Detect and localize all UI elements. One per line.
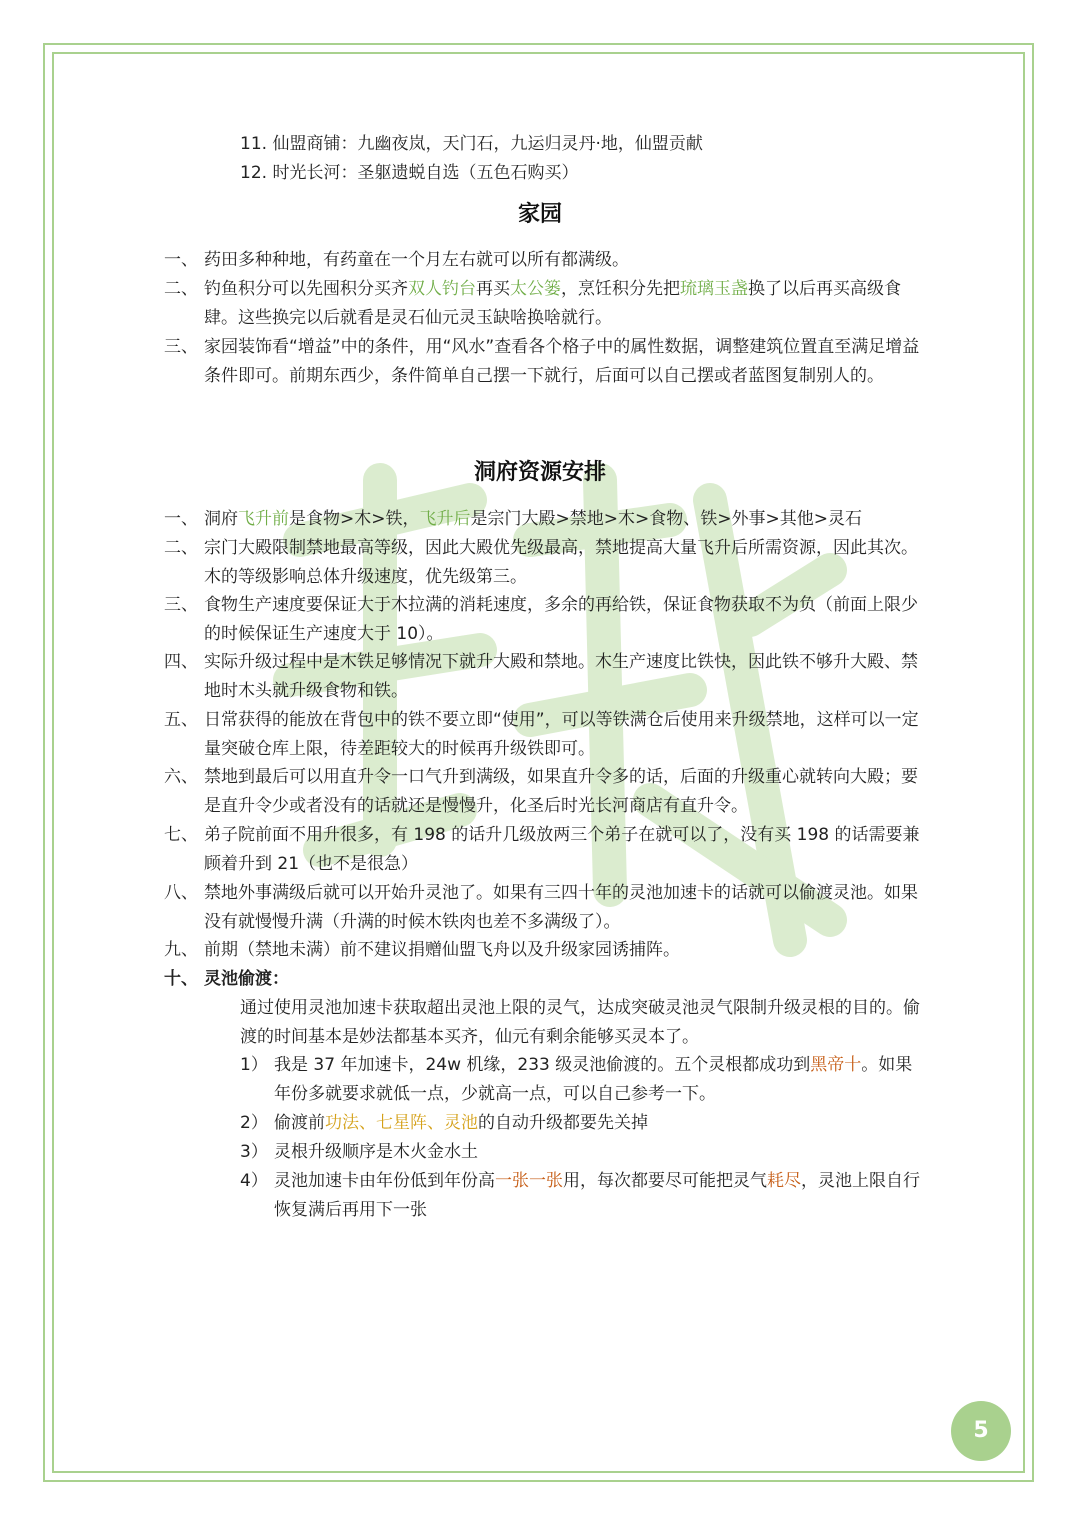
item-number: 三、 <box>164 595 198 615</box>
item-number: 二、 <box>164 279 198 299</box>
item-number: 七、 <box>164 825 198 845</box>
text-segment: 。如果年份多就要求就低一点，少就高一点，可以自己参考一下。 <box>274 1055 913 1104</box>
sub-list-item <box>240 1167 920 1225</box>
text-segment: 实际升级过程中是木铁足够情况下就升大殿和禁地。木生产速度比铁快，因此铁不够升大殿、禁地时木头就升级食物和铁。 <box>204 652 918 701</box>
text-segment: 是宗门大殿>禁地>木>食物、铁>外事>其他>灵石 <box>470 509 862 529</box>
highlighted-text: 飞升后 <box>419 509 471 529</box>
item-text <box>204 591 924 649</box>
item-number: 八、 <box>164 883 198 903</box>
item-text <box>274 1138 920 1167</box>
item-number: 九、 <box>164 940 198 960</box>
item-number: 4） <box>240 1171 268 1191</box>
sub-list-item <box>240 1138 920 1167</box>
item-title: 灵池偷渡： <box>204 969 289 989</box>
item-text <box>204 879 924 937</box>
list-item <box>164 821 924 879</box>
highlighted-text: 飞升前 <box>238 509 289 529</box>
highlighted-text: 太公篓 <box>510 279 561 299</box>
item-number: 三、 <box>164 337 198 357</box>
item-text <box>204 333 924 391</box>
text-segment: 是食物>木>铁， <box>289 509 420 529</box>
item-text <box>204 534 924 592</box>
list-item <box>164 648 924 706</box>
text-segment: 食物生产速度要保证大于木拉满的消耗速度，多余的再给铁，保证食物获取不为负（前面上限少的时候保证生产速度大于 10）。 <box>204 595 918 644</box>
top-list-item <box>240 159 578 188</box>
text-segment: 洞府 <box>204 509 238 529</box>
list-item <box>164 275 924 333</box>
text-segment: 弟子院前面不用升很多，有 198 的话升几级放两三个弟子在就可以了，没有买 198 的话需要兼顾着升到 21（也不是很急） <box>204 825 920 874</box>
text-segment: 用，每次都要尽可能把灵气 <box>563 1171 767 1191</box>
highlighted-text: 耗尽 <box>767 1171 801 1191</box>
list-item <box>164 706 924 764</box>
top-list-item <box>240 130 703 159</box>
section-heading: 洞府资源安排 <box>473 460 606 485</box>
text-segment: 家园装饰看“增益”中的条件，用“风水”查看各个格子中的属性数据，调整建筑位置直至满足增益条件即可。前期东西少，条件简单自己摆一下就行，后面可以自己摆或者蓝图复制别人的。 <box>204 337 920 386</box>
item-text <box>204 706 924 764</box>
page-number-badge: 5 <box>951 1401 1011 1461</box>
text-segment: 日常获得的能放在背包中的铁不要立即“使用”，可以等铁满仓后使用来升级禁地，这样可以一定量突破仓库上限，待差距较大的时候再升级铁即可。 <box>204 710 919 759</box>
sub-list-item <box>240 1109 920 1138</box>
item-text <box>204 936 924 965</box>
item-number: 一、 <box>164 250 198 270</box>
item-number: 12. <box>240 163 268 183</box>
text-segment: 禁地外事满级后就可以开始升灵池了。如果有三四十年的灵池加速卡的话就可以偷渡灵池。如果没有就慢慢升满（升满的时候木铁肉也差不多满级了）。 <box>204 883 918 932</box>
highlighted-text: 双人钓台 <box>408 279 476 299</box>
text-segment: 我是 37 年加速卡，24w 机缘，233 级灵池偷渡的。五个灵根都成功到 <box>274 1055 811 1075</box>
text-segment: 禁地到最后可以用直升令一口气升到满级，如果直升令多的话，后面的升级重心就转向大殿；要是直升令少或者没有的话就还是慢慢升，化圣后时光长河商店有直升令。 <box>204 767 918 816</box>
text-segment: 再买 <box>476 279 510 299</box>
sub-list-item <box>240 1051 920 1109</box>
item-text <box>274 1051 920 1109</box>
item-number: 五、 <box>164 710 198 730</box>
item-text <box>204 648 924 706</box>
item-text <box>204 505 924 534</box>
text-segment: 的自动升级都要先关掉 <box>478 1113 648 1133</box>
item-text: 时光长河：圣躯遗蜕自选（五色石购买） <box>272 163 579 183</box>
item-number: 1） <box>240 1055 268 1075</box>
item-text: 仙盟商铺：九幽夜岚，天门石，九运归灵丹·地，仙盟贡献 <box>272 134 703 154</box>
text-segment: 换了以后再买高级食肆。这些换完以后就看是灵石仙元灵玉缺啥换啥就行。 <box>204 279 901 328</box>
list-item <box>164 534 924 592</box>
item-number: 11. <box>240 134 268 154</box>
highlighted-text: 一张一张 <box>495 1171 563 1191</box>
text-segment: ，灵池上限自行恢复满后再用下一张 <box>274 1171 920 1220</box>
highlighted-text: 黑帝十 <box>810 1055 862 1075</box>
list-item <box>164 936 924 965</box>
item-number: 一、 <box>164 509 198 529</box>
item-text <box>204 246 924 275</box>
text-segment: ，烹饪积分先把 <box>561 279 680 299</box>
text-segment: 钓鱼积分可以先囤积分买齐 <box>204 279 408 299</box>
list-item <box>164 505 924 534</box>
text-segment: 药田多种种地，有药童在一个月左右就可以所有都满级。 <box>204 250 629 270</box>
item-number: 十、 <box>164 969 198 989</box>
item-text <box>204 763 924 821</box>
item-number: 2） <box>240 1113 268 1133</box>
item-text <box>204 275 924 333</box>
item-text <box>274 1109 920 1138</box>
list-item <box>164 246 924 275</box>
item-number: 四、 <box>164 652 198 672</box>
item-text <box>274 1167 920 1225</box>
text-segment: 宗门大殿限制禁地最高等级，因此大殿优先级最高，禁地提高大量飞升后所需资源，因此其次。木的等级影响总体升级速度，优先级第三。 <box>204 538 918 587</box>
highlighted-text: 功法、七星阵、灵池 <box>325 1113 478 1133</box>
item-number: 二、 <box>164 538 198 558</box>
item-text <box>204 821 924 879</box>
text-segment: 前期（禁地未满）前不建议捐赠仙盟飞舟以及升级家园诱捕阵。 <box>204 940 680 960</box>
text-segment: 偷渡前 <box>274 1113 325 1133</box>
list-item <box>164 763 924 821</box>
list-item-heading <box>164 965 924 994</box>
highlighted-text: 琉璃玉盏 <box>680 279 748 299</box>
list-item <box>164 879 924 937</box>
list-item <box>164 591 924 649</box>
text-segment: 灵根升级顺序是木火金水土 <box>274 1142 478 1162</box>
item-number: 3） <box>240 1142 268 1162</box>
section-heading: 家园 <box>517 202 562 227</box>
list-item <box>164 333 924 391</box>
item-intro: 通过使用灵池加速卡获取超出灵池上限的灵气，达成突破灵池灵气限制升级灵根的目的。偷渡的时间基本是妙法都基本买齐，仙元有剩余能够买灵本了。 <box>240 998 920 1047</box>
text-segment: 灵池加速卡由年份低到年份高 <box>274 1171 495 1191</box>
item-number: 六、 <box>164 767 198 787</box>
